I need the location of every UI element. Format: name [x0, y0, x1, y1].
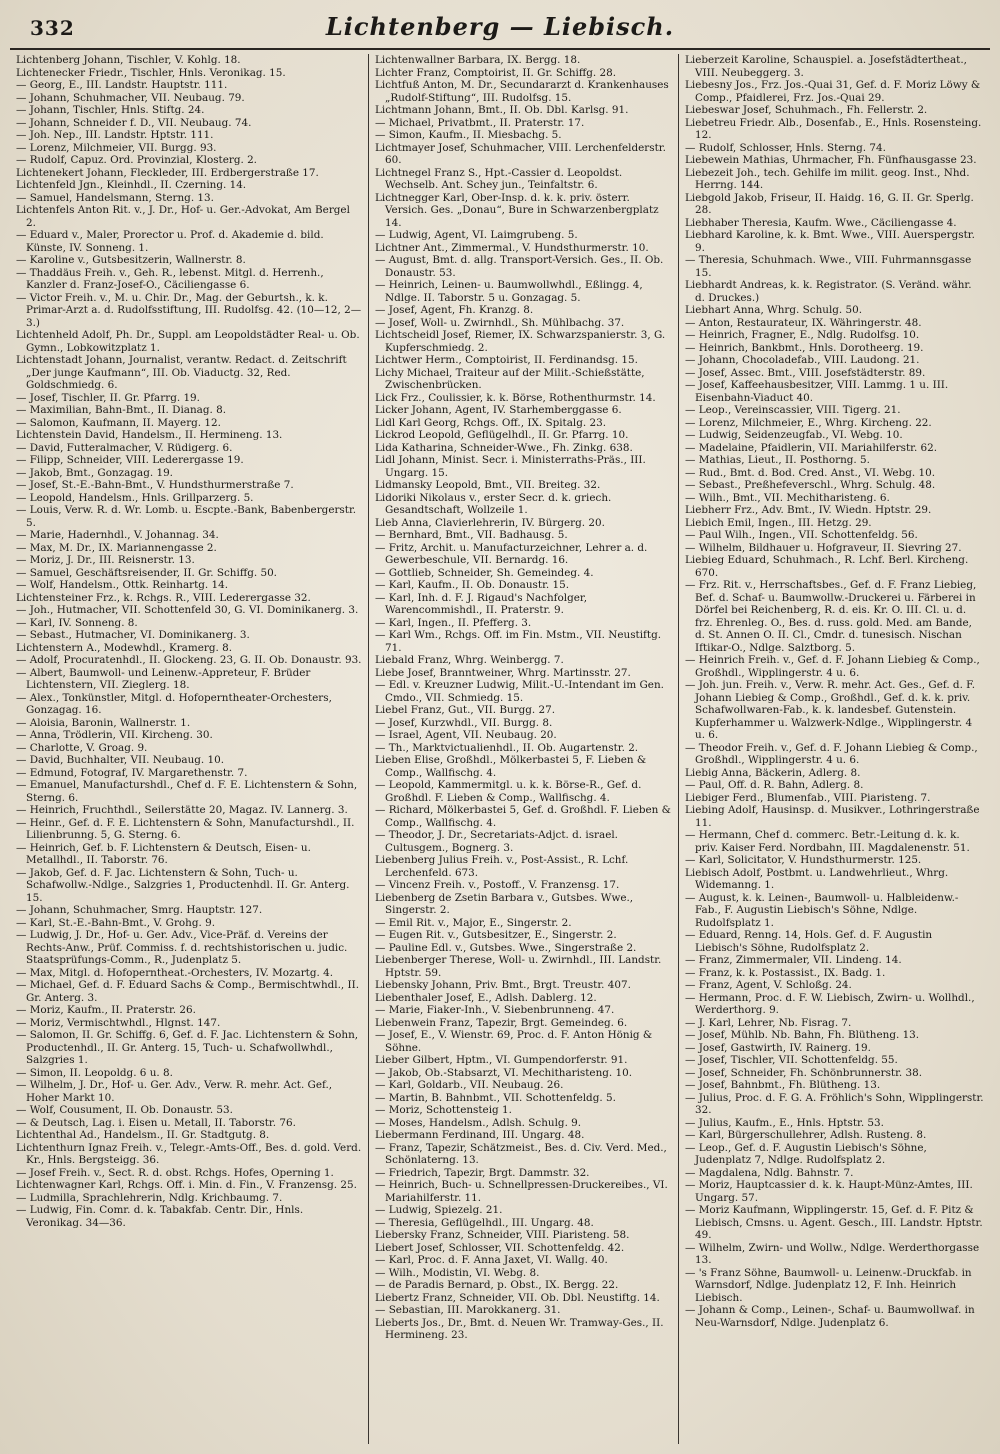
directory-entry: — Mathias, Lieut., II. Posthorng. 5.	[685, 454, 870, 466]
directory-entry: — Simon, Kaufm., II. Miesbachg. 5.	[375, 129, 562, 141]
columns	[10, 54, 990, 1444]
directory-entry: Liebenberg de Zsetin Barbara v., Gutsbes. Wwe., Singerstr. 2.	[375, 891, 634, 916]
directory-entry: — Josef, St.-E.-Bahn-Bmt., V. Hundsthurmerstraße 7.	[16, 479, 294, 491]
directory-entry: — Heinrich, Fragner, E., Ndlg. Rudolfsg. 10.	[685, 329, 920, 341]
directory-entry: — Madelaine, Pfaidlerin, VII. Mariahilferstr. 62.	[685, 441, 938, 454]
directory-entry: Lidmansky Leopold, Bmt., VII. Breiteg. 32.	[375, 479, 601, 491]
directory-entry: — Leop., Gef. d. F. Augustin Liebisch's Söhne, Judenplatz 7, Ndlge. Rudolfsplatz 2.	[685, 1141, 927, 1166]
directory-entry: Liebhart Anna, Whrg. Schulg. 50.	[685, 304, 863, 316]
directory-entry: Liebiger Ferd., Blumenfab., VIII. Piaristeng. 7.	[685, 791, 931, 804]
directory-entry: — Julius, Proc. d. F. G. A. Fröhlich's Sohn, Wipplingerstr. 32.	[685, 1091, 984, 1116]
directory-entry: Lichtnegel Franz S., Hpt.-Cassier d. Leopoldst. Wechselb. Ant. Schey jun., Teinfaltstr. 6.	[375, 166, 623, 191]
directory-entry: — Edmund, Fotograf, IV. Margarethenstr. 7.	[16, 766, 248, 779]
directory-entry: — Karl, Solicitator, V. Hundsthurmerstr. 125.	[685, 854, 922, 866]
directory-entry: Lichy Michael, Traiteur auf der Milit.-Schießstätte, Zwischenbrücken.	[375, 366, 645, 391]
directory-entry: — Paul, Off. d. R. Bahn, Adlerg. 8.	[685, 779, 864, 791]
directory-entry: Lichtenwagner Karl, Rchgs. Off. i. Min. d. Fin., V. Franzensg. 25.	[16, 1179, 357, 1191]
column-3	[678, 54, 990, 1444]
directory-entry: — Heinrich, Buch- u. Schnellpressen-Druckereibes., VI. Mariahilferstr. 11.	[375, 1179, 668, 1204]
directory-entry: — Georg, E., III. Landstr. Hauptstr. 111.	[16, 79, 228, 91]
directory-entry: Lichtnegger Karl, Ober-Insp. d. k. k. priv. österr. Versich. Ges. „Donau“, Bure in Schwarzenbergplatz 14.	[375, 191, 659, 229]
directory-entry: — Ludwig, Fin. Comr. d. k. Tabakfab. Centr. Dir., Hnls. Veronikag. 34—36.	[16, 1204, 304, 1229]
directory-entry: Lichtner Ant., Zimmermal., V. Hundsthurmerstr. 10.	[375, 241, 649, 254]
directory-entry: — Josef, Assec. Bmt., VIII. Josefstädterstr. 89.	[685, 366, 926, 379]
directory-entry: — Karl, Inh. d. F. J. Rigaud's Nachfolger, Warencommishdl., II. Praterstr. 9.	[375, 591, 588, 616]
directory-entry: — Franz, Zimmermaler, VII. Lindeng. 14.	[685, 954, 902, 966]
directory-entry: Lichter Franz, Comptoirist, II. Gr. Schiffg. 28.	[375, 66, 617, 79]
directory-entry: — Heinrich, Fruchthdl., Seilerstätte 20, Magaz. IV. Lannerg. 3.	[16, 804, 348, 816]
directory-entry: Lieb Anna, Clavierlehrerin, IV. Bürgerg. 20.	[375, 516, 605, 529]
running-head: Lichtenberg — Liebisch.	[325, 12, 675, 41]
directory-entry: — Moses, Handelsm., Adlsh. Schulg. 9.	[375, 1116, 582, 1129]
directory-entry: Liebert Josef, Schlosser, VII. Schottenfeldg. 42.	[375, 1241, 625, 1254]
directory-entry: — Karl, Ingen., II. Pfefferg. 3.	[375, 616, 532, 629]
directory-entry: — David, Futteralmacher, V. Rüdigerg. 6.	[16, 441, 233, 454]
page-number: 332	[30, 16, 75, 40]
directory-entry: Lidoriki Nikolaus v., erster Secr. d. k. griech. Gesandtschaft, Wollzeile 1.	[375, 491, 612, 516]
directory-entry: — Aloisia, Baronin, Wallnerstr. 1.	[16, 716, 191, 729]
directory-entry: — Wolf, Cousument, II. Ob. Donaustr. 53.	[16, 1104, 233, 1116]
directory-entry: — Marie, Fiaker-Inh., V. Siebenbrunneng. 47.	[375, 1004, 615, 1016]
directory-entry: Liebenwein Franz, Tapezir, Brgt. Gemeindeg. 6.	[375, 1016, 628, 1029]
directory-entry: — Martin, B. Bahnbmt., VII. Schottenfeldg. 5.	[375, 1091, 616, 1104]
directory-entry: — Josef Freih. v., Sect. R. d. obst. Rchgs. Hofes, Operning 1.	[16, 1166, 334, 1179]
directory-entry: — Leopold, Kammermitgl. u. k. k. Börse-R., Gef. d. Großhdl. F. Lieben & Comp., Wallfischg. 4.	[375, 779, 642, 804]
directory-entry: — Franz, Agent, V. Schloßg. 24.	[685, 979, 852, 991]
directory-entry: — Victor Freih. v., M. u. Chir. Dr., Mag. der Geburtsh., k. k. Primar-Arzt a. d. Rudolfsstiftung, III. Rudolfsg. 42. (10—12, 2—3.)	[16, 291, 362, 329]
directory-entry: — Theresia, Geflügelhdl., III. Ungarg. 48.	[375, 1216, 594, 1229]
directory-entry: Liebenthaler Josef, E., Adlsh. Dablerg. 12.	[375, 991, 597, 1004]
directory-entry: Liebersky Franz, Schneider, VIII. Piaristeng. 58.	[375, 1229, 630, 1241]
directory-entry: — Pauline Edl. v., Gutsbes. Wwe., Singerstraße 2.	[375, 941, 637, 954]
directory-entry: Lichtfuß Anton, M. Dr., Secundararzt d. Krankenhauses „Rudolf-Stiftung“, III. Rudolfsg. 15.	[375, 79, 669, 104]
directory-entry: — Josef, Agent, Fh. Kranzg. 8.	[375, 304, 534, 316]
directory-entry: Lichtensteiner Frz., k. Rchgs. R., VIII. Lederergasse 32.	[16, 591, 311, 604]
directory-entry: Lieber Gilbert, Hptm., VI. Gumpendorferstr. 91.	[375, 1054, 628, 1066]
directory-entry: — Fritz, Archit. u. Manufacturzeichner, Lehrer a. d. Gewerbeschule, VII. Bernardg. 16.	[375, 541, 648, 566]
directory-entry: Lieberzeit Karoline, Schauspiel. a. Josefstädtertheat., VIII. Neubeggerg. 3.	[685, 54, 967, 79]
directory-entry: — Leop., Vereinscassier, VIII. Tigerg. 21.	[685, 404, 901, 416]
directory-entry: — August, Bmt. d. allg. Transport-Versich. Ges., II. Ob. Donaustr. 53.	[375, 254, 664, 279]
directory-entry: — Heinr., Gef. d. F. E. Lichtenstern & Sohn, Manufacturshdl., II. Lilienbrunng. 5, G. Sterng. 6.	[16, 816, 355, 841]
directory-entry: Lichtenstein David, Handelsm., II. Hermineng. 13.	[16, 429, 283, 441]
directory-entry: Liebesny Jos., Frz. Jos.-Quai 31, Gef. d. F. Moriz Löwy & Comp., Pfaidlerei, Frz. Jos.-Quai 29.	[685, 79, 981, 104]
directory-entry: — Paul Wilh., Ingen., VII. Schottenfeldg. 56.	[685, 529, 918, 541]
directory-entry: — Franz, Tapezir, Schätzmeist., Bes. d. Civ. Verd. Med., Schönlaterng. 13.	[375, 1141, 667, 1166]
directory-entry: — Leopold, Handelsm., Hnls. Grillparzerg. 5.	[16, 491, 254, 504]
directory-entry: — Jakob, Bmt., Gonzagag. 19.	[16, 466, 173, 479]
directory-entry: Liebel Franz, Gut., VII. Burgg. 27.	[375, 704, 556, 716]
directory-entry: — Karl, Proc. d. F. Anna Jaxet, VI. Wallg. 40.	[375, 1254, 608, 1266]
column-1	[10, 54, 368, 1444]
directory-entry: — Bernhard, Bmt., VII. Badhausg. 5.	[375, 529, 568, 541]
directory-entry: — Anton, Restaurateur, IX. Währingerstr. 48.	[685, 316, 922, 329]
directory-entry: — Julius, Kaufm., E., Hnls. Hptstr. 53.	[685, 1116, 884, 1129]
directory-entry: — Karl Wm., Rchgs. Off. im Fin. Mstm., VII. Neustiftg. 71.	[375, 629, 662, 654]
directory-entry: — Hermann, Proc. d. F. W. Liebisch, Zwirn- u. Wollhdl., Werderthorg. 9.	[685, 991, 975, 1016]
directory-entry: — Lorenz, Milchmeier, E., Whrg. Kircheng. 22.	[685, 416, 932, 429]
directory-entry: — Josef, Tischler, II. Gr. Pfarrg. 19.	[16, 391, 200, 404]
directory-entry: — Friedrich, Tapezir, Brgt. Dammstr. 32.	[375, 1166, 590, 1179]
directory-entry: Lick Frz., Coulissier, k. k. Börse, Rothenthurmstr. 14.	[375, 391, 656, 404]
directory-entry: Lichtscheidl Josef, Riemer, IX. Schwarzspanierstr. 3, G. Kupferschmiedg. 2.	[375, 329, 666, 354]
directory-entry: Liebetreu Friedr. Alb., Dosenfab., E., Hnls. Rosensteing. 12.	[685, 116, 982, 141]
directory-entry: — Israel, Agent, VII. Neubaug. 20.	[375, 729, 557, 741]
directory-entry: — Moriz, Schottensteig 1.	[375, 1104, 512, 1116]
directory-entry: — 's Franz Söhne, Baumwoll- u. Leinenw.-Druckfab. in Warnsdorf, Ndlge. Judenplatz 12, F. Inh. Heinrich Liebisch.	[685, 1266, 972, 1304]
directory-entry: — Wilhelm, Zwirn- und Wollw., Ndlge. Werderthorgasse 13.	[685, 1241, 980, 1266]
directory-entry: Liebherr Frz., Adv. Bmt., IV. Wiedn. Hptstr. 29.	[685, 504, 932, 516]
directory-entry: Lichtenheld Adolf, Ph. Dr., Suppl. am Leopoldstädter Real- u. Ob. Gymn., Lobkowitzplatz 1.	[16, 329, 360, 354]
directory-entry: — Ludwig, Agent, VI. Laimgrubeng. 5.	[375, 229, 578, 241]
directory-entry: — Karl, Kaufm., II. Ob. Donaustr. 15.	[375, 579, 570, 591]
directory-entry: Lichtenecker Friedr., Tischler, Hnls. Veronikag. 15.	[16, 66, 286, 79]
directory-entry: — Karl, Goldarb., VII. Neubaug. 26.	[375, 1079, 564, 1091]
directory-entry: — Moriz, Kaufm., II. Praterstr. 26.	[16, 1004, 196, 1016]
directory-entry: Licker Johann, Agent, IV. Starhemberggasse 6.	[375, 404, 622, 416]
directory-entry: — Salomon, II. Gr. Schiffg. 6, Gef. d. F. Jac. Lichtenstern & Sohn, Productenhdl., II. Gr. Anterg. 15, Tuch- u. Schafwollwhdl., Salzgries 1.	[16, 1029, 359, 1066]
directory-entry: — Moriz, J. Dr., III. Reisnerstr. 13.	[16, 554, 195, 566]
directory-entry: — Sebast., Preßhefeverschl., Whrg. Schulg. 48.	[685, 479, 936, 491]
directory-entry: — Heinrich Freih. v., Gef. d. F. Johann Liebieg & Comp., Großhdl., Wipplingerstr. 4 u. 6.	[685, 654, 980, 679]
directory-entry: — Josef, Mühlb. Nb. Bahn, Fh. Blütheng. 13.	[685, 1029, 920, 1041]
directory-entry: Liebe Josef, Branntweiner, Whrg. Martinsstr. 27.	[375, 666, 631, 679]
directory-entry: — Jakob, Gef. d. F. Jac. Lichtenstern & Sohn, Tuch- u. Schafwollw.-Ndlge., Salzgries 1, Productenhdl. II. Gr. Anterg. 15.	[16, 866, 350, 904]
directory-entry: — J. Karl, Lehrer, Nb. Fisrag. 7.	[685, 1016, 852, 1029]
directory-entry: Liebisch Adolf, Postbmt. u. Landwehrlieut., Whrg. Widemanng. 1.	[685, 866, 949, 891]
directory-entry: Liebich Emil, Ingen., III. Hetzg. 29.	[685, 516, 872, 529]
directory-entry: — de Paradis Bernard, p. Obst., IX. Bergg. 22.	[375, 1279, 619, 1291]
directory-entry: — Karoline v., Gutsbesitzerin, Wallnerstr. 8.	[16, 254, 246, 266]
directory-entry: Liebensky Johann, Priv. Bmt., Brgt. Treustr. 407.	[375, 979, 631, 991]
directory-entry: — Samuel, Handelsmann, Sterng. 13.	[16, 191, 214, 204]
directory-entry: — Joh., Hutmacher, VII. Schottenfeld 30, G. VI. Dominikanerg. 3.	[16, 604, 359, 616]
directory-entry: — Theresia, Schuhmach. Wwe., VIII. Fuhrmannsgasse 15.	[685, 254, 972, 279]
directory-entry: Lickrod Leopold, Geflügelhdl., II. Gr. Pfarrg. 10.	[375, 429, 629, 441]
directory-entry: — Thaddäus Freih. v., Geh. R., lebenst. Mitgl. d. Herrenh., Kanzler d. Franz-Josef-O., Cäciliengasse 6.	[16, 266, 324, 291]
directory-entry: — Albert, Baumwoll- und Leinenw.-Appreteur, F. Brüder Lichtenstern, VII. Zieglerg. 18.	[16, 666, 311, 691]
directory-entry: — Karl, Bürgerschullehrer, Adlsh. Rusteng. 8.	[685, 1129, 927, 1141]
directory-entry: — Joh. jun. Freih. v., Verw. R. mehr. Act. Ges., Gef. d. F. Johann Liebieg & Comp., Großhdl., Gef. d. k. k. priv. Schafwollwaren-Fab., k. k. landesbef. Gutenstein. Kupferhammer u. Walzwerk-Ndlge., Wipplingerstr. 4 u. 6.	[685, 679, 976, 741]
directory-entry: Liebermann Ferdinand, III. Ungarg. 48.	[375, 1129, 585, 1141]
directory-entry: Lichtmayer Josef, Schuhmacher, VIII. Lerchenfelderstr. 60.	[375, 141, 666, 166]
directory-entry: Liebhaber Theresia, Kaufm. Wwe., Cäciliengasse 4.	[685, 216, 957, 229]
directory-entry: — Rud., Bmt. d. Bod. Cred. Anst., VI. Webg. 10.	[685, 466, 936, 479]
directory-entry: — Wilh., Modistin, VI. Webg. 8.	[375, 1266, 540, 1279]
directory-entry: Lieben Elise, Großhdl., Mölkerbastei 5, F. Lieben & Comp., Wallfischg. 4.	[375, 754, 647, 779]
directory-entry: — Franz, k. k. Postassist., IX. Badg. 1.	[685, 966, 886, 979]
directory-entry: — Sebast., Hutmacher, VI. Dominikanerg. 3.	[16, 629, 250, 641]
directory-entry: — Josef, Gastwirth, IV. Rainerg. 19.	[685, 1041, 871, 1054]
directory-entry: — Johann, Schneider f. D., VII. Neubaug. 74.	[16, 116, 252, 129]
directory-entry: — Eduard, Renng. 14, Hols. Gef. d. F. Augustin Liebisch's Söhne, Rudolfsplatz 2.	[685, 929, 933, 954]
directory-entry: — Joh. Nep., III. Landstr. Hptstr. 111.	[16, 129, 214, 141]
directory-entry: — Heinrich, Bankbmt., Hnls. Dorotheerg. 19.	[685, 341, 924, 354]
directory-entry: — Louis, Verw. R. d. Wr. Lomb. u. Escpte.-Bank, Babenbergerstr. 5.	[16, 504, 357, 529]
directory-entry: Liebertz Franz, Schneider, VII. Ob. Dbl. Neustiftg. 14.	[375, 1291, 660, 1304]
directory-entry: Lichtenthal Ad., Handelsm., II. Gr. Stadtgutg. 8.	[16, 1129, 270, 1141]
directory-entry: — Jakob, Ob.-Stabsarzt, VI. Mechitharisteng. 10.	[375, 1066, 633, 1079]
directory-entry: — Wilh., Bmt., VII. Mechitharisteng. 6.	[685, 491, 890, 504]
directory-entry: — Emanuel, Manufacturshdl., Chef d. F. E. Lichtenstern & Sohn, Sterng. 6.	[16, 779, 358, 804]
directory-entry: Lida Katharina, Schneider-Wwe., Fh. Zinkg. 638.	[375, 441, 633, 454]
directory-entry: Lichtmann Johann, Bmt., II. Ob. Dbl. Karlsg. 91.	[375, 104, 629, 116]
directory-entry: — Edl. v. Kreuzner Ludwig, Milit.-U.-Intendant im Gen. Cmdo., VII. Schmiedg. 15.	[375, 679, 664, 704]
directory-entry: — Marie, Hadernhdl., V. Johannag. 34.	[16, 529, 219, 541]
directory-entry: Liebenberg Julius Freih. v., Post-Assist., R. Lchf. Lerchenfeld. 673.	[375, 854, 629, 879]
directory-entry: Lichtenwallner Barbara, IX. Bergg. 18.	[375, 54, 581, 66]
directory-entry: — Ludwig, Seidenzeugfab., VI. Webg. 10.	[685, 429, 903, 441]
directory-entry: — Josef, E., V. Wienstr. 69, Proc. d. F. Anton Hönig & Söhne.	[375, 1029, 653, 1054]
directory-entry: — Ludwig, Spiezelg. 21.	[375, 1204, 503, 1216]
directory-entry: Lichtenthurn Ignaz Freih. v., Telegr.-Amts-Off., Bes. d. gold. Verd. Kr., Hnls. Bergsteigg. 36.	[16, 1141, 362, 1166]
directory-entry: — Samuel, Geschäftsreisender, II. Gr. Schiffg. 50.	[16, 566, 277, 579]
directory-entry: — Th., Marktvictualienhdl., II. Ob. Augartenstr. 2.	[375, 741, 639, 754]
directory-entry: — Salomon, Kaufmann, II. Mayerg. 12.	[16, 416, 221, 429]
directory-entry: — Wolf, Handelsm., Ottk. Reinhartg. 14.	[16, 579, 229, 591]
directory-entry: — David, Buchhalter, VII. Neubaug. 10.	[16, 754, 225, 766]
directory-entry: — Ludmilla, Sprachlehrerin, Ndlg. Krichbaumg. 7.	[16, 1191, 283, 1204]
directory-entry: — Josef, Woll- u. Zwirnhdl., Sh. Mühlbachg. 37.	[375, 316, 625, 329]
directory-entry: — Gottlieb, Schneider, Sh. Gemeindeg. 4.	[375, 566, 594, 579]
directory-entry: Liebezeit Joh., tech. Gehilfe im milit. geog. Inst., Nhd. Herrng. 144.	[685, 166, 970, 191]
page-header	[10, 8, 990, 50]
directory-entry: — Anna, Trödlerin, VII. Kircheng. 30.	[16, 729, 213, 741]
directory-entry: — Vincenz Freih. v., Postoff., V. Franzensg. 17.	[375, 879, 620, 891]
directory-entry: Liebhard Karoline, k. k. Bmt. Wwe., VIII. Auerspergstr. 9.	[685, 229, 975, 254]
directory-entry: — Magdalena, Ndlg. Bahnstr. 7.	[685, 1166, 854, 1179]
directory-entry: — Theodor, J. Dr., Secretariats-Adjct. d. israel. Cultusgem., Bognerg. 3.	[375, 829, 618, 854]
directory-entry: — Josef, Kurzwhdl., VII. Burgg. 8.	[375, 716, 553, 729]
directory-entry: — Charlotte, V. Groag. 9.	[16, 741, 148, 754]
directory-entry: — Theodor Freih. v., Gef. d. F. Johann Liebieg & Comp., Großhdl., Wipplingerstr. 4 u. 6.	[685, 741, 978, 766]
directory-entry: — Heinrich, Gef. b. F. Lichtenstern & Deutsch, Eisen- u. Metallhdl., II. Taborstr. 76.	[16, 841, 311, 866]
directory-entry: Liebeswar Josef, Schuhmach., Fh. Fellerstr. 2.	[685, 104, 928, 116]
directory-entry: — Sebastian, III. Marokkanerg. 31.	[375, 1304, 561, 1316]
directory-entry: — Simon, II. Leopoldg. 6 u. 8.	[16, 1066, 173, 1079]
directory-entry: — Karl, IV. Sonneng. 8.	[16, 616, 138, 629]
directory-entry: — Eduard v., Maler, Prorector u. Prof. d. Akademie d. bild. Künste, IV. Sonneng. 1.	[16, 229, 324, 254]
directory-entry: — Josef, Tischler, VII. Schottenfeldg. 55.	[685, 1054, 898, 1066]
directory-entry: Lidl Karl Georg, Rchgs. Off., IX. Spitalg. 23.	[375, 416, 607, 429]
directory-entry: — Richard, Mölkerbastei 5, Gef. d. Großhdl. F. Lieben & Comp., Wallfischg. 4.	[375, 804, 671, 829]
directory-entry: Lichtenfels Anton Rit. v., J. Dr., Hof- u. Ger.-Advokat, Am Bergel 2.	[16, 204, 350, 229]
directory-entry: Lichtenstadt Johann, Journalist, verantw. Redact. d. Zeitschrift „Der junge Kaufmann“, III. Ob. Viaductg. 32, Red. Goldschmiedg. 6.	[16, 354, 347, 391]
directory-entry: — Johann, Tischler, Hnls. Stiftg. 24.	[16, 104, 205, 116]
directory-entry: — Eugen Rit. v., Gutsbesitzer, E., Singerstr. 2.	[375, 929, 617, 941]
directory-entry: — Wilhelm, Bildhauer u. Hofgraveur, II. Sievring 27.	[685, 541, 962, 554]
directory-entry: — August, k. k. Leinen-, Baumwoll- u. Halbleidenw.-Fab., F. Augustin Liebisch's Söhne, Ndlge. Rudolfsplatz 1.	[685, 891, 959, 929]
directory-entry: — Moriz Kaufmann, Wipplingerstr. 15, Gef. d. F. Pitz & Liebisch, Cmsns. u. Agent. Gesch., III. Landstr. Hptstr. 49.	[685, 1204, 983, 1241]
directory-entry: — Moriz, Vermischtwhdl., Hlgnst. 147.	[16, 1016, 221, 1029]
directory-entry: — Josef, Kaffeehausbesitzer, VIII. Lammg. 1 u. III. Eisenbahn-Viaduct 40.	[685, 379, 949, 404]
directory-entry: — Heinrich, Leinen- u. Baumwollwhdl., Eßlingg. 4, Ndlge. II. Taborstr. 5 u. Gonzagag. 5.	[375, 279, 643, 304]
directory-entry: — Frz. Rit. v., Herrschaftsbes., Gef. d. F. Franz Liebieg, Bef. d. Schaf- u. Baumwollw.-Druckerei u. Färberei in Dörfel bei Reichenberg, R. d. eis. Kr. O. III. Cl. u. d. frz. Ehrenleg. O., Bes. d. russ. gold. Med. am Bande, d. St. Annen O. II. Cl., Cmdr. d. tunesisch. Nischan Iftikar-O., Ndlge. Salztborg. 5.	[685, 579, 977, 654]
directory-entry: — Max, M. Dr., IX. Mariannengasse 2.	[16, 541, 217, 554]
directory-entry: — Ludwig, J. Dr., Hof- u. Ger. Adv., Vice-Präf. d. Vereins der Rechts-Anw., Prüf. Commiss. f. d. rechtshistorischen u. judic. Staatsprüfungs-Comm., R., Judenplatz 5.	[16, 929, 348, 966]
directory-entry: — Max, Mitgl. d. Hofoperntheat.-Orchesters, IV. Mozartg. 4.	[16, 966, 334, 979]
column-2	[368, 54, 678, 1444]
directory-entry: Liebig Anna, Bäckerin, Adlerg. 8.	[685, 766, 861, 779]
directory-entry: Liebewein Mathias, Uhrmacher, Fh. Fünfhausgasse 23.	[685, 154, 977, 166]
directory-entry: — Adolf, Procuratenhdl., II. Glockeng. 23, G. II. Ob. Donaustr. 93.	[16, 654, 362, 666]
directory-entry: — Hermann, Chef d. commerc. Betr.-Leitung d. k. k. priv. Kaiser Ferd. Nordbahn, III. Magdalenenstr. 51.	[685, 829, 970, 854]
directory-entry: — Emil Rit. v., Major, E., Singerstr. 2.	[375, 916, 572, 929]
directory-entry: — Johann, Schuhmacher, Smrg. Hauptstr. 127.	[16, 904, 263, 916]
directory-entry: Lidl Johann, Minist. Secr. i. Ministerraths-Präs., III. Ungarg. 15.	[375, 454, 646, 479]
directory-entry: — Michael, Gef. d. F. Eduard Sachs & Comp., Bermischtwhdl., II. Gr. Anterg. 3.	[16, 979, 360, 1004]
directory-entry: — Filipp, Schneider, VIII. Lederergasse 19.	[16, 454, 244, 466]
directory-entry: — Rudolf, Capuz. Ord. Provinzial, Klosterg. 2.	[16, 154, 257, 166]
directory-entry: Lieberts Jos., Dr., Bmt. d. Neuen Wr. Tramway-Ges., II. Hermineng. 23.	[375, 1316, 664, 1341]
directory-entry: Liebing Adolf, Hausinsp. d. Musikver., Lothringerstraße 11.	[685, 804, 980, 829]
directory-entry: Liebenberger Therese, Woll- u. Zwirnhdl., III. Landstr. Hptstr. 59.	[375, 954, 662, 979]
directory-entry: Lichtwer Herm., Comptoirist, II. Ferdinandsg. 15.	[375, 354, 638, 366]
directory-entry: — Karl, St.-E.-Bahn-Bmt., V. Grohg. 9.	[16, 916, 216, 929]
directory-entry: — Josef, Bahnbmt., Fh. Blütheng. 13.	[685, 1079, 881, 1091]
directory-entry: Liebgold Jakob, Friseur, II. Haidg. 16, G. II. Gr. Sperlg. 28.	[685, 191, 974, 216]
directory-entry: — Rudolf, Schlosser, Hnls. Sterng. 74.	[685, 141, 886, 154]
directory-entry: — Johann & Comp., Leinen-, Schaf- u. Baumwollwaf. in Neu-Warnsdorf, Ndlge. Judenplatz 6.	[685, 1304, 975, 1329]
directory-entry: Liebieg Eduard, Schuhmach., R. Lchf. Berl. Kircheng. 670.	[685, 554, 969, 579]
directory-entry: — Michael, Privatbmt., II. Praterstr. 17.	[375, 116, 585, 129]
directory-entry: Lichtenberg Johann, Tischler, V. Kohlg. 18.	[16, 54, 241, 66]
directory-entry: — Moriz, Hauptcassier d. k. k. Haupt-Münz-Amtes, III. Ungarg. 57.	[685, 1179, 973, 1204]
directory-entry: — Johann, Schuhmacher, VII. Neubaug. 79.	[16, 91, 245, 104]
directory-entry: Liebhardt Andreas, k. k. Registrator. (S. Veränd. währ. d. Druckes.)	[685, 279, 972, 304]
directory-entry: — Josef, Schneider, Fh. Schönbrunnerstr. 38.	[685, 1066, 923, 1079]
directory-entry: Lichtenstern A., Modewhdl., Kramerg. 8.	[16, 641, 233, 654]
directory-entry: — & Deutsch, Lag. i. Eisen u. Metall, II. Taborstr. 76.	[16, 1116, 296, 1129]
directory-entry: — Johann, Chocoladefab., VIII. Laudong. 21.	[685, 354, 920, 366]
directory-entry: Lichtenfeld Jgn., Kleinhdl., II. Czerning. 14.	[16, 179, 247, 191]
directory-entry: — Lorenz, Milchmeier, VII. Burgg. 93.	[16, 141, 217, 154]
directory-entry: — Alex., Tonkünstler, Mitgl. d. Hofoperntheater-Orchesters, Gonzagag. 16.	[16, 691, 332, 716]
directory-entry: — Maximilian, Bahn-Bmt., II. Dianag. 8.	[16, 404, 227, 416]
directory-entry: — Wilhelm, J. Dr., Hof- u. Ger. Adv., Verw. R. mehr. Act. Gef., Hoher Markt 10.	[16, 1079, 333, 1104]
directory-entry: Lichtenekert Johann, Fleckleder, III. Erdbergerstraße 17.	[16, 166, 319, 179]
directory-entry: Liebald Franz, Whrg. Weinbergg. 7.	[375, 654, 564, 666]
